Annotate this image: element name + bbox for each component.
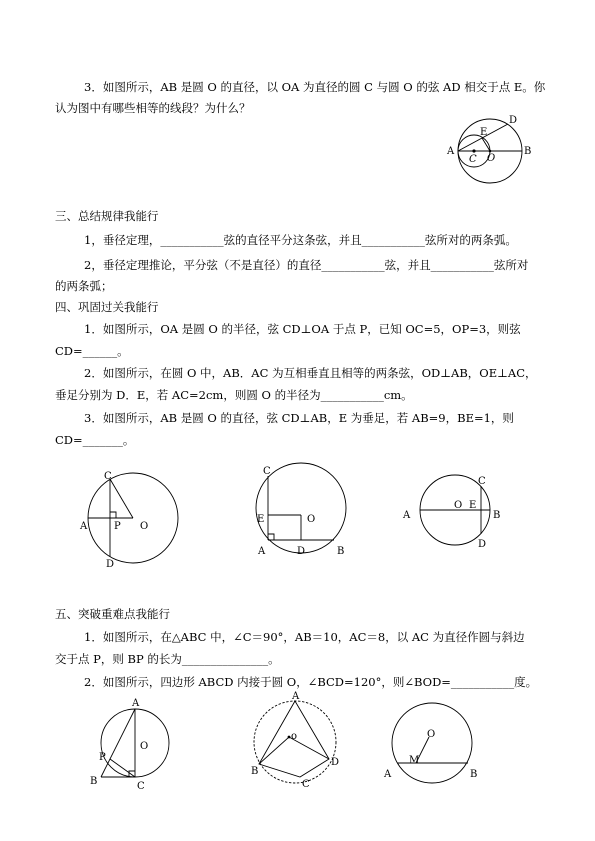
label-b: B [470,769,478,780]
label-a: A [447,146,455,157]
label-b: B [493,510,501,521]
label-a: A [403,510,411,521]
label-a: A [258,546,266,557]
label-c: C [104,471,112,482]
label-o: O [140,521,149,532]
sec4-heading: 四、巩固过关我能行 [55,300,159,314]
label-p: P [114,521,121,532]
sec3-item1: 1，垂径定理，___________弦的直径平分这条弦，并且___________弦所对的两条弧。 [84,233,517,247]
circle-o [392,703,472,783]
sec3-item2-line2: 的两条弧； [55,279,113,293]
sec4-q2-line1: 2．如图所示，在圆 O 中，AB．AC 为互相垂直且相等的两条弦，OD⊥AB，OE⊥AC， [84,366,537,380]
label-a: A [80,521,88,532]
label-e: E [480,127,488,138]
label-a: A [132,698,140,709]
label-c: C [302,779,310,790]
sec3-item2-line1: 2，垂径定理推论，平分弦（不是直径）的直径___________弦，并且___________弦所对 [84,258,529,272]
label-b: B [337,546,345,557]
label-d: D [509,115,518,126]
label-b: B [251,766,259,777]
label-o: o [291,731,298,742]
sec5-q1-line2: 交于点 P，则 BP 的长为_______________。 [55,652,280,666]
label-m: M [409,755,420,766]
label-d: D [297,546,306,557]
label-o: O [427,729,436,740]
sec3-heading: 三、总结规律我能行 [55,209,159,223]
sec5-heading: 五、突破重难点我能行 [55,607,170,621]
figure-circle-chord-ad [440,110,540,195]
sec4-q3-line2: CD=_______。 [55,433,135,447]
label-p: P [99,752,106,763]
circle-o [254,701,336,783]
label-c: C [137,781,145,792]
label-d: D [106,559,115,570]
label-b: B [90,776,98,787]
sec4-q1-line2: CD=______。 [55,344,129,358]
label-e: E [469,500,477,511]
label-b: B [524,146,532,157]
label-o: O [307,514,316,525]
point-o [489,150,492,153]
sec2-q3-line1: 3．如图所示，AB 是圆 O 的直径，以 OA 为直径的圆 C 与圆 O 的弦 AD 相交于点 E。你 [84,80,546,94]
figure-4-2 [255,462,360,562]
right-angle-mark [110,512,116,518]
figure-5-3 [382,697,487,797]
label-d: D [478,539,487,550]
label-c: C [478,476,486,487]
hypotenuse-ab [101,709,135,777]
point-o [288,736,291,739]
label-c: C [469,154,477,165]
label-a: A [292,691,300,702]
point-c [472,149,475,152]
label-o: O [487,153,496,164]
figure-4-1 [80,468,190,568]
figure-4-3 [400,470,512,555]
figure-5-2 [248,691,348,795]
label-c: C [263,466,271,477]
label-e: E [257,514,265,525]
label-a: A [384,769,392,780]
sec4-q1-line1: 1．如图所示，OA 是圆 O 的半径，弦 CD⊥OA 于点 P，已知 OC=5，OP=3，则弦 [84,322,521,336]
sec4-q2-line2: 垂足分别为 D．E，若 AC=2cm，则圆 O 的半径为___________cm。 [55,388,413,402]
label-d: D [331,757,340,768]
sec5-q2-line1: 2．如图所示，四边形 ABCD 内接于圆 O，∠BCD=120°，则∠BOD=___________度。 [84,675,538,689]
sec2-q3-line2: 认为图中有哪些相等的线段？为什么？ [55,101,251,115]
sec5-q1-line1: 1．如图所示，在△ABC 中，∠C＝90°，AB＝10，AC＝8，以 AC 为直径作圆与斜边 [84,630,525,644]
sec4-q3-line1: 3．如图所示，AB 是圆 O 的直径，弦 CD⊥AB，E 为垂足，若 AB=9，BE=1，则 [84,411,514,425]
label-o: O [454,500,463,511]
label-o: O [140,741,149,752]
figure-5-1 [90,696,185,796]
